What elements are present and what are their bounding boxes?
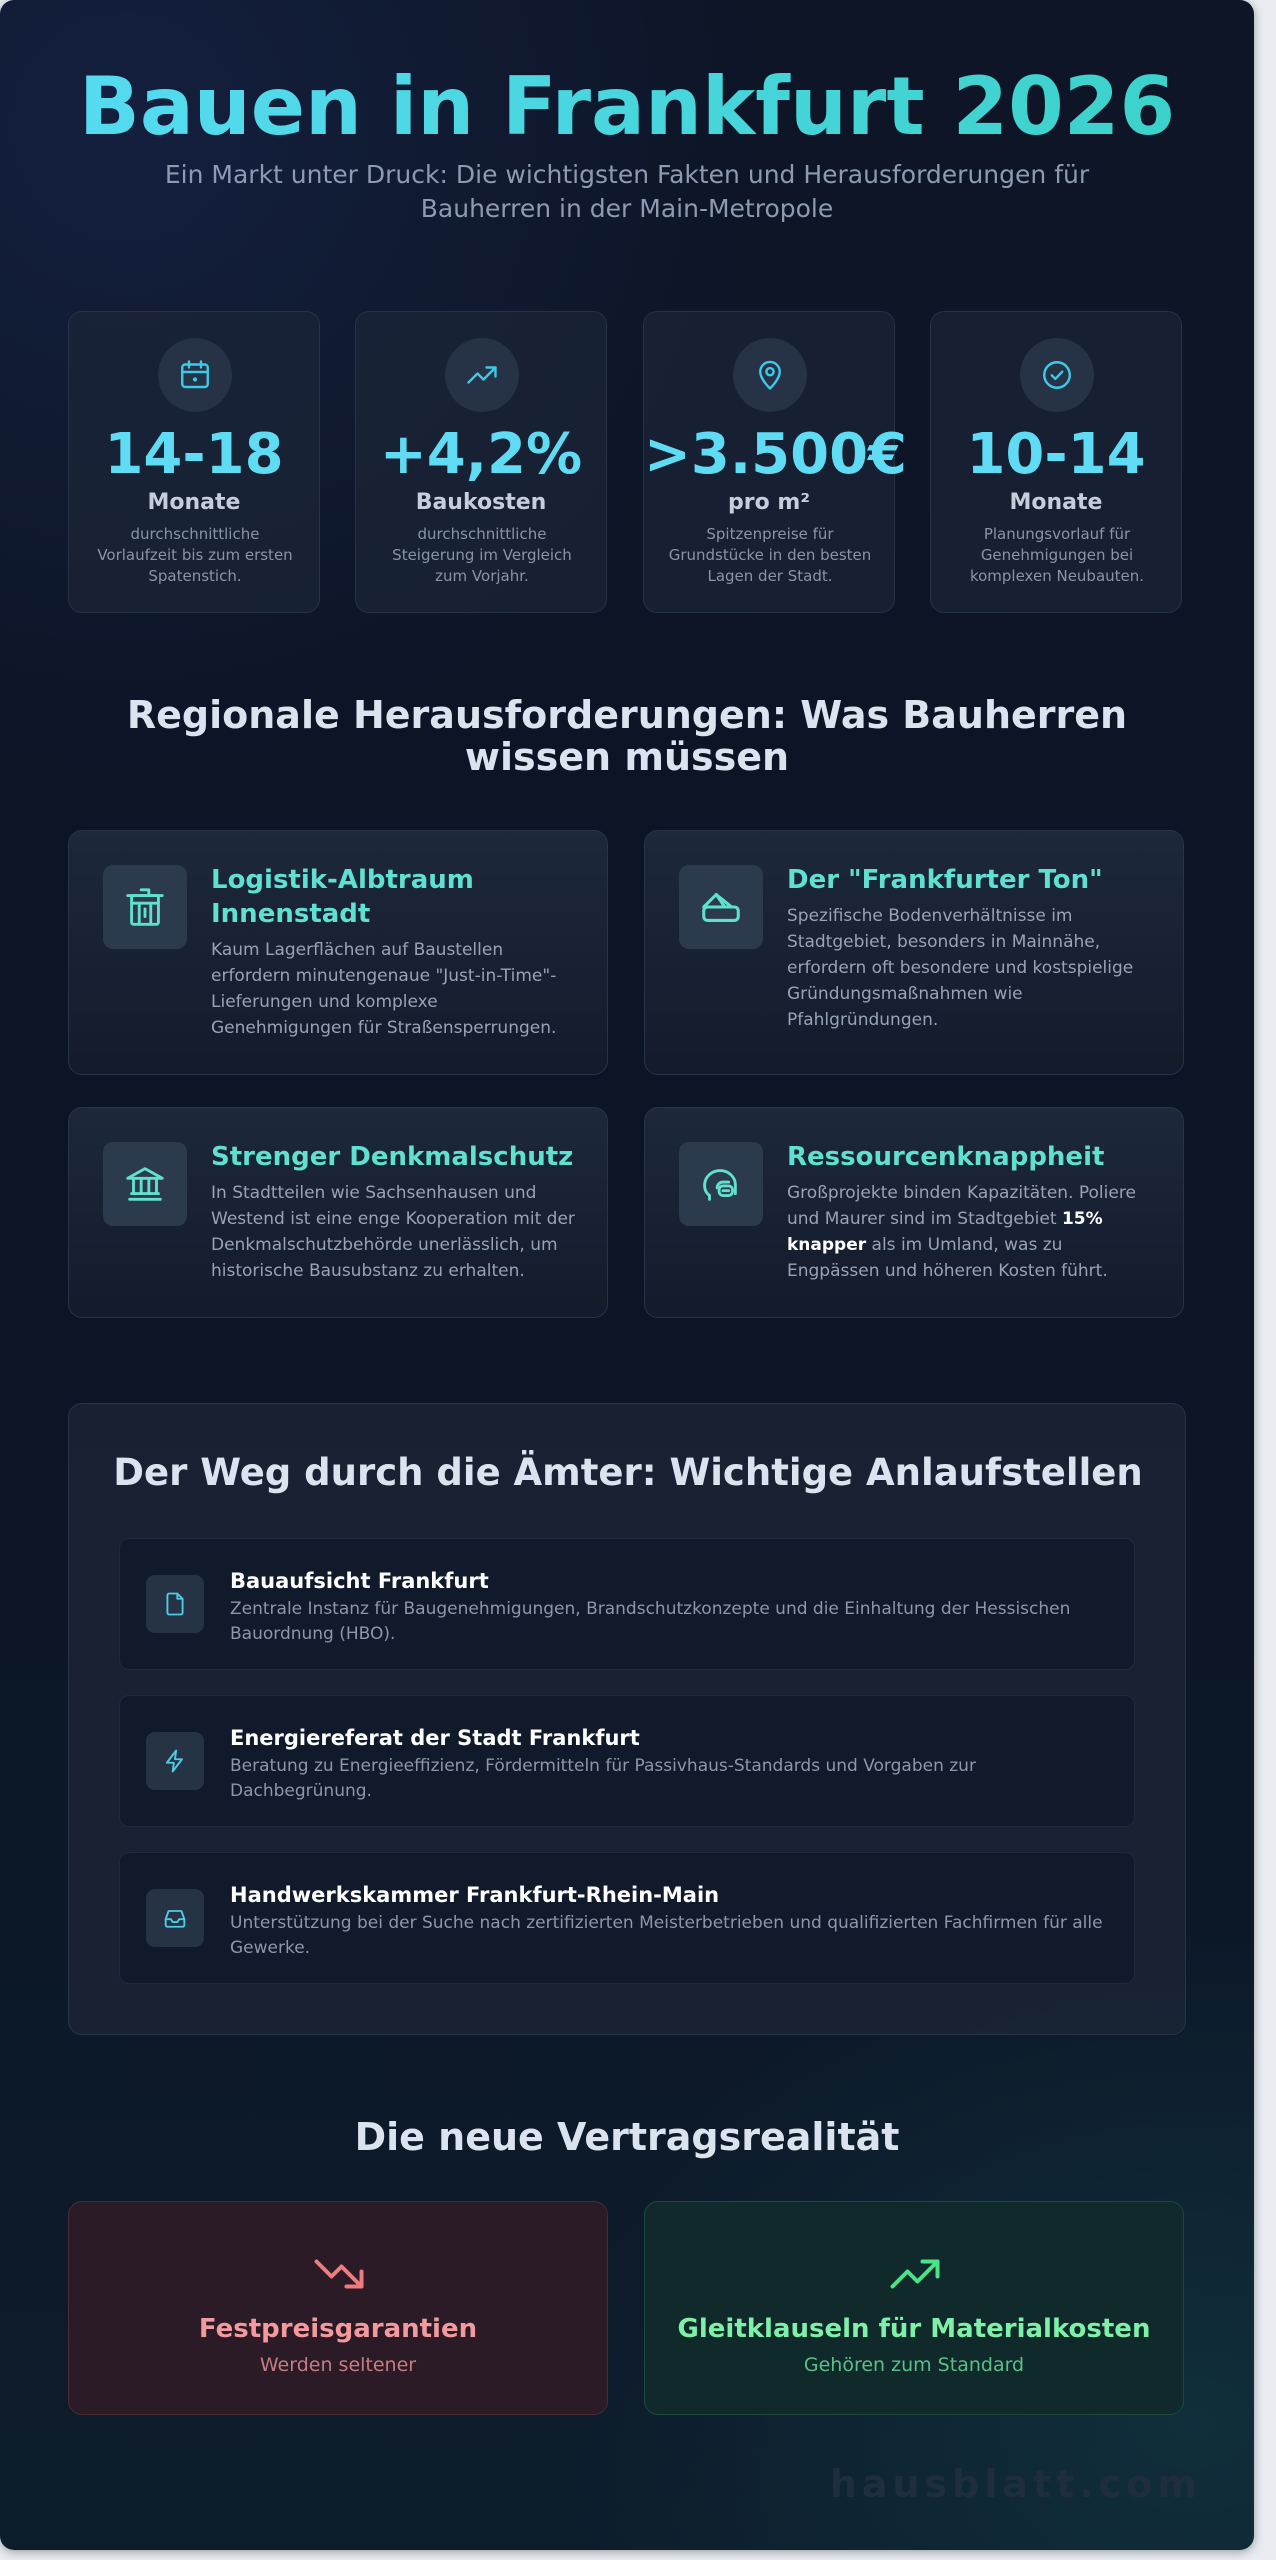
challenges-heading: Regionale Herausforderungen: Was Bauherren wissen müssen [126,693,1128,779]
landmark-icon [103,1142,187,1226]
trending-up-icon [445,338,519,412]
check-circle-icon [1020,338,1094,412]
challenge-card-denkmalschutz [68,1107,608,1318]
stat-unit: pro m² [728,490,810,515]
authority-description: Beratung zu Energieeffizienz, Fördermitteln für Passivhaus-Standards und Vorgaben zur Dachbegrünung. [230,1756,976,1801]
authorities-heading: Der Weg durch die Ämter: Wichtige Anlaufstellen [113,1451,1143,1494]
stat-unit: Monate [1009,490,1103,515]
challenge-description: Spezifische Bodenverhältnisse im Stadtgebiet, besonders in Mainnähe, erfordern oft besondere und kostspielige Gründungsmaßnahmen wie Pfahlgründungen. [787,906,1134,1030]
challenge-title: Logistik-Albtraum Innenstadt [211,865,474,929]
soil-layers-icon [679,865,763,949]
authority-description: Unterstützung bei der Suche nach zertifizierten Meisterbetrieben und qualifizierten Fachfirmen für alle Gewerke. [230,1913,1103,1958]
map-pin-icon [733,338,807,412]
trending-down-icon [309,2244,369,2304]
highlight-text: 15% knapper [787,1209,1103,1255]
stat-value: +4,2% [379,422,583,487]
authority-title: Energiereferat der Stadt Frankfurt [230,1726,640,1750]
challenge-description: Kaum Lagerflächen auf Baustellen erfordern minutengenaue "Just-in-Time"-Lieferungen und komplexe Genehmigungen für Straßensperrungen. [211,940,557,1038]
hard-hat-icon [679,1142,763,1226]
page-title: Bauen in Frankfurt 2026 [0,62,1254,152]
challenge-card-logistik [68,830,608,1075]
stat-value: 10-14 [966,422,1146,487]
authorities-panel [68,1403,1186,2035]
challenge-description: Großprojekte binden Kapazitäten. Poliere und Maurer sind im Stadtgebiet 15% knapper als im Umland, was zu Engpässen und höheren Kosten führt. [787,1183,1136,1281]
contract-card-gleitklauseln [644,2201,1184,2415]
stat-value: 14-18 [104,422,284,487]
challenge-title: Strenger Denkmalschutz [211,1142,574,1172]
watermark: hausblatt.com [829,2462,1202,2506]
contract-card-festpreis [68,2201,608,2415]
challenge-description: In Stadtteilen wie Sachsenhausen und Westend ist eine enge Kooperation mit der Denkmalschutzbehörde unerlässlich, um historische Bausubstanz zu erhalten. [211,1183,575,1281]
stat-value: >3.500€ [644,422,908,487]
file-icon [146,1575,204,1633]
stat-unit: Monate [147,490,241,515]
challenge-title: Ressourcenknappheit [787,1142,1105,1172]
contract-subtitle: Gehören zum Standard [803,2354,1025,2376]
authority-description: Zentrale Instanz für Baugenehmigungen, Brandschutzkonzepte und die Einhaltung der Hessischen Bauordnung (HBO). [230,1599,1071,1644]
authority-item-bauaufsicht [119,1538,1135,1670]
contract-subtitle: Werden seltener [259,2354,417,2376]
stat-card-baukosten [355,311,607,613]
authority-item-handwerkskammer [119,1852,1135,1984]
inbox-icon [146,1889,204,1947]
challenge-card-frankfurter-ton [644,830,1184,1075]
contracts-heading: Die neue Vertragsrealität [354,2115,900,2159]
authority-title: Bauaufsicht Frankfurt [230,1569,489,1593]
calendar-icon [158,338,232,412]
stat-description: durchschnittliche Steigerung im Vergleich zum Vorjahr. [392,525,572,585]
stat-description: Spitzenpreise für Grundstücke in den besten Lagen der Stadt. [668,525,872,585]
stat-card-grundstueckspreise [643,311,908,613]
challenge-title: Der "Frankfurter Ton" [787,865,1103,895]
authority-title: Handwerkskammer Frankfurt-Rhein-Main [230,1883,720,1907]
stat-description: Planungsvorlauf für Genehmigungen bei komplexen Neubauten. [969,525,1145,585]
contract-title: Festpreisgarantien [198,2314,478,2344]
authority-item-energiereferat [119,1695,1135,1827]
stat-unit: Baukosten [415,490,547,515]
challenge-card-ressourcenknappheit [644,1107,1184,1318]
stat-card-genehmigungen [930,311,1182,613]
stat-card-vorlaufzeit [68,311,320,613]
contract-title: Gleitklauseln für Materialkosten [677,2314,1151,2344]
page-subtitle: Ein Markt unter Druck: Die wichtigsten Fakten und Herausforderungen für Bauherren in der Main-Metropole [164,160,1090,223]
stat-description: durchschnittliche Vorlaufzeit bis zum ersten Spatenstich. [97,525,293,585]
trending-up-icon [885,2244,945,2304]
crane-icon [103,865,187,949]
lightning-icon [146,1732,204,1790]
